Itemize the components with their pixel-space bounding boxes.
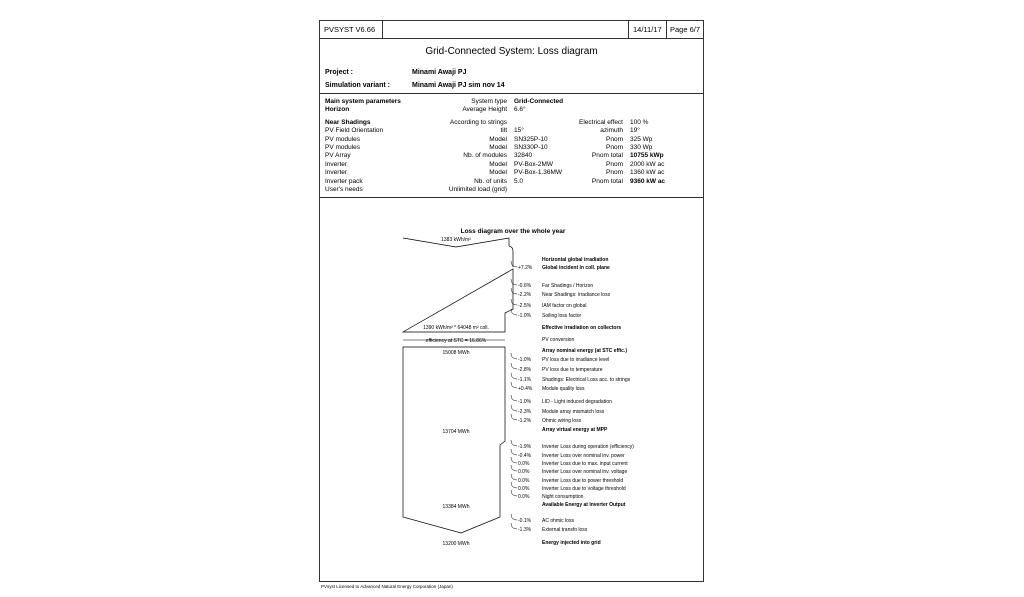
loss-description: PV loss due to irradiance level — [542, 357, 610, 363]
loss-description: Effective irradiation on collectors — [542, 325, 622, 331]
param-field-2: Pnom — [606, 169, 623, 177]
param-field-2: Pnom — [606, 160, 623, 168]
loss-arrow — [511, 405, 517, 411]
loss-percent: -2.2% — [518, 292, 532, 298]
loss-description: Shadings: Electrical Loss acc. to strings — [542, 377, 631, 383]
loss-arrow — [511, 288, 517, 294]
page-number: Page 6/7 — [670, 25, 701, 34]
loss-percent: -0.4% — [518, 453, 532, 459]
divider — [320, 93, 703, 94]
loss-percent: -0.1% — [518, 518, 532, 524]
param-field-2: Pnom — [606, 135, 623, 143]
loss-description: Energy injected into grid — [542, 540, 601, 546]
loss-percent: -1.9% — [518, 444, 532, 450]
project-value: Minami Awaji PJ — [412, 69, 467, 76]
report-page — [319, 20, 704, 589]
loss-arrow — [511, 373, 517, 379]
loss-description: Inverter Loss over nominal inv. voltage — [542, 469, 628, 475]
param-field-2: Pnom — [606, 144, 623, 151]
param-field: Unlimited load (grid) — [448, 186, 507, 193]
loss-arrow — [511, 474, 517, 480]
param-value: PV-Box-2MW — [514, 160, 554, 168]
param-field: Average Height — [462, 106, 507, 114]
loss-description: PV loss due to temperature — [542, 367, 603, 373]
loss-arrow — [511, 414, 517, 420]
loss-description: Night consumption — [542, 494, 584, 500]
loss-arrow — [511, 279, 517, 285]
loss-diagram — [320, 197, 703, 547]
diagram-steps — [511, 257, 634, 546]
loss-percent: -2.8% — [518, 367, 532, 373]
param-value-2: 325 Wp — [630, 135, 653, 143]
loss-arrow — [511, 523, 517, 529]
value-label: 15008 MWh — [442, 350, 470, 356]
loss-arrow — [511, 261, 517, 267]
param-field: Model — [489, 160, 507, 168]
param-label: Horizon — [325, 106, 350, 114]
loss-arrow — [511, 363, 517, 369]
loss-description: Inverter Loss due to power threshold — [542, 478, 624, 484]
loss-description: Horizontal global irradiation — [542, 257, 609, 263]
param-field: Nb. of modules — [463, 152, 507, 160]
value-label: 1383 kWh/m² — [441, 237, 471, 243]
param-value: 15° — [514, 127, 524, 135]
param-label: PV Array — [325, 152, 351, 160]
loss-percent: 0.0% — [518, 478, 530, 484]
loss-percent: -1.1% — [518, 377, 532, 383]
loss-description: Inverter Loss due to voltage threshold — [542, 486, 626, 492]
loss-description: Inverter Loss over nominal inv. power — [542, 453, 625, 459]
loss-arrow — [511, 457, 517, 463]
param-value: 6.6° — [514, 106, 526, 114]
param-value-2: 100 % — [630, 118, 649, 126]
param-field: tilt — [500, 127, 507, 135]
param-value: Grid-Connected — [514, 98, 564, 105]
diagram-shapes — [403, 238, 513, 533]
loss-percent: -1.3% — [518, 527, 532, 533]
loss-percent: -1.0% — [518, 357, 532, 363]
loss-description: Ohmic wiring loss — [542, 418, 582, 424]
param-field: Model — [489, 135, 507, 143]
param-value-2: 330 Wp — [630, 144, 653, 151]
loss-description: Far Shadings / Horizon — [542, 283, 594, 289]
param-label: Inverter pack — [325, 177, 363, 185]
loss-description: Near Shadings: irradiance loss — [542, 292, 611, 298]
param-value-2: 2000 kW ac — [630, 160, 665, 168]
value-label: 13384 MWh — [442, 504, 470, 510]
param-field: Model — [489, 144, 507, 151]
param-value-2: 9360 kW ac — [630, 177, 666, 185]
variant-label: Simulation variant : — [325, 82, 390, 89]
param-label: Main system parameters — [325, 98, 401, 105]
loss-arrow — [511, 353, 517, 359]
variant-value: Minami Awaji PJ sim nov 14 — [412, 82, 505, 89]
loss-arrow — [511, 465, 517, 471]
software-version: PVSYST V6.66 — [324, 25, 376, 34]
loss-arrow — [511, 482, 517, 488]
project-label: Project : — [325, 69, 354, 76]
loss-percent: -1.2% — [518, 418, 532, 424]
license-footer: PVsyst Licensed to Advanced Natural Energy Corporation (Japan) — [321, 584, 453, 589]
diagram-value-labels — [423, 237, 489, 547]
param-label: Near Shadings — [325, 118, 371, 126]
loss-description: Array nominal energy (at STC effic.) — [542, 348, 628, 354]
param-value: PV-Box-1.36MW — [514, 169, 563, 177]
param-field: According to strings — [449, 118, 507, 126]
loss-description: Global incident in coll. plane — [542, 265, 610, 271]
loss-arrow — [511, 449, 517, 455]
loss-percent: -1.0% — [518, 313, 532, 319]
irradiation-arrow — [403, 238, 513, 332]
param-field: Nb. of units — [474, 177, 507, 185]
loss-arrow — [511, 490, 517, 496]
param-label: Inverter — [325, 160, 348, 168]
param-value: SN330P-10 — [514, 144, 548, 151]
param-field-2: Pnom total — [591, 152, 623, 160]
param-label: Inverter — [325, 169, 348, 177]
loss-description: External transfo loss — [542, 527, 588, 533]
param-label: PV Field Orientation — [325, 127, 384, 135]
loss-description: PV conversion — [542, 337, 575, 343]
loss-arrow — [511, 514, 517, 520]
loss-arrow — [511, 440, 517, 446]
loss-percent: 0.0% — [518, 469, 530, 475]
loss-description: Array virtual energy at MPP — [542, 427, 608, 433]
value-label: 13704 MWh — [442, 429, 470, 435]
page-title: Grid-Connected System: Loss diagram — [425, 46, 598, 57]
loss-percent: +0.4% — [518, 386, 533, 392]
loss-description: AC ohmic loss — [542, 518, 574, 524]
param-field-2: Pnom total — [591, 177, 623, 185]
param-value: SN325P-10 — [514, 135, 548, 143]
param-value-2: 19° — [630, 127, 640, 135]
report-date: 14/11/17 — [633, 25, 662, 34]
loss-description: Inverter Loss during operation (efficiency) — [542, 444, 634, 450]
param-value: 5.0 — [514, 177, 524, 185]
loss-description: Module array mismatch loss — [542, 409, 605, 415]
loss-arrow — [511, 382, 517, 388]
param-value-2: 1360 kW ac — [630, 169, 665, 177]
loss-description: Available Energy at Inverter Output — [542, 502, 626, 508]
value-label: efficiency at STC = 16.86% — [425, 338, 487, 344]
loss-description: Soiling loss factor — [542, 313, 582, 319]
loss-description: Module quality loss — [542, 386, 585, 392]
param-field: System type — [471, 98, 507, 105]
param-value: 32840 — [514, 152, 533, 160]
param-value-2: 10755 kWp — [630, 152, 664, 160]
loss-percent: -0.6% — [518, 283, 532, 289]
param-label: User's needs — [325, 186, 363, 193]
loss-percent: 0.0% — [518, 494, 530, 500]
loss-description: LID - Light induced degradation — [542, 399, 612, 405]
loss-percent: +7.2% — [518, 265, 533, 271]
param-field-2: Electrical effect — [579, 118, 623, 126]
loss-arrow — [511, 395, 517, 401]
loss-description: IAM factor on global — [542, 303, 587, 309]
value-label: 1390 kWh/m² * 64048 m² coll. — [423, 325, 489, 331]
page-header — [320, 21, 703, 39]
loss-description: Inverter Loss due to max. input current — [542, 461, 628, 467]
value-label: 13200 MWh — [442, 541, 470, 547]
param-label: PV modules — [325, 135, 361, 143]
loss-percent: -1.0% — [518, 399, 532, 405]
param-label: PV modules — [325, 144, 361, 151]
loss-percent: 0.0% — [518, 461, 530, 467]
loss-percent: -2.3% — [518, 409, 532, 415]
param-field: Model — [489, 169, 507, 177]
diagram-title: Loss diagram over the whole year — [460, 228, 566, 235]
loss-percent: -2.5% — [518, 303, 532, 309]
param-field-2: azimuth — [600, 127, 623, 135]
loss-percent: 0.0% — [518, 486, 530, 492]
loss-arrow — [511, 299, 517, 305]
